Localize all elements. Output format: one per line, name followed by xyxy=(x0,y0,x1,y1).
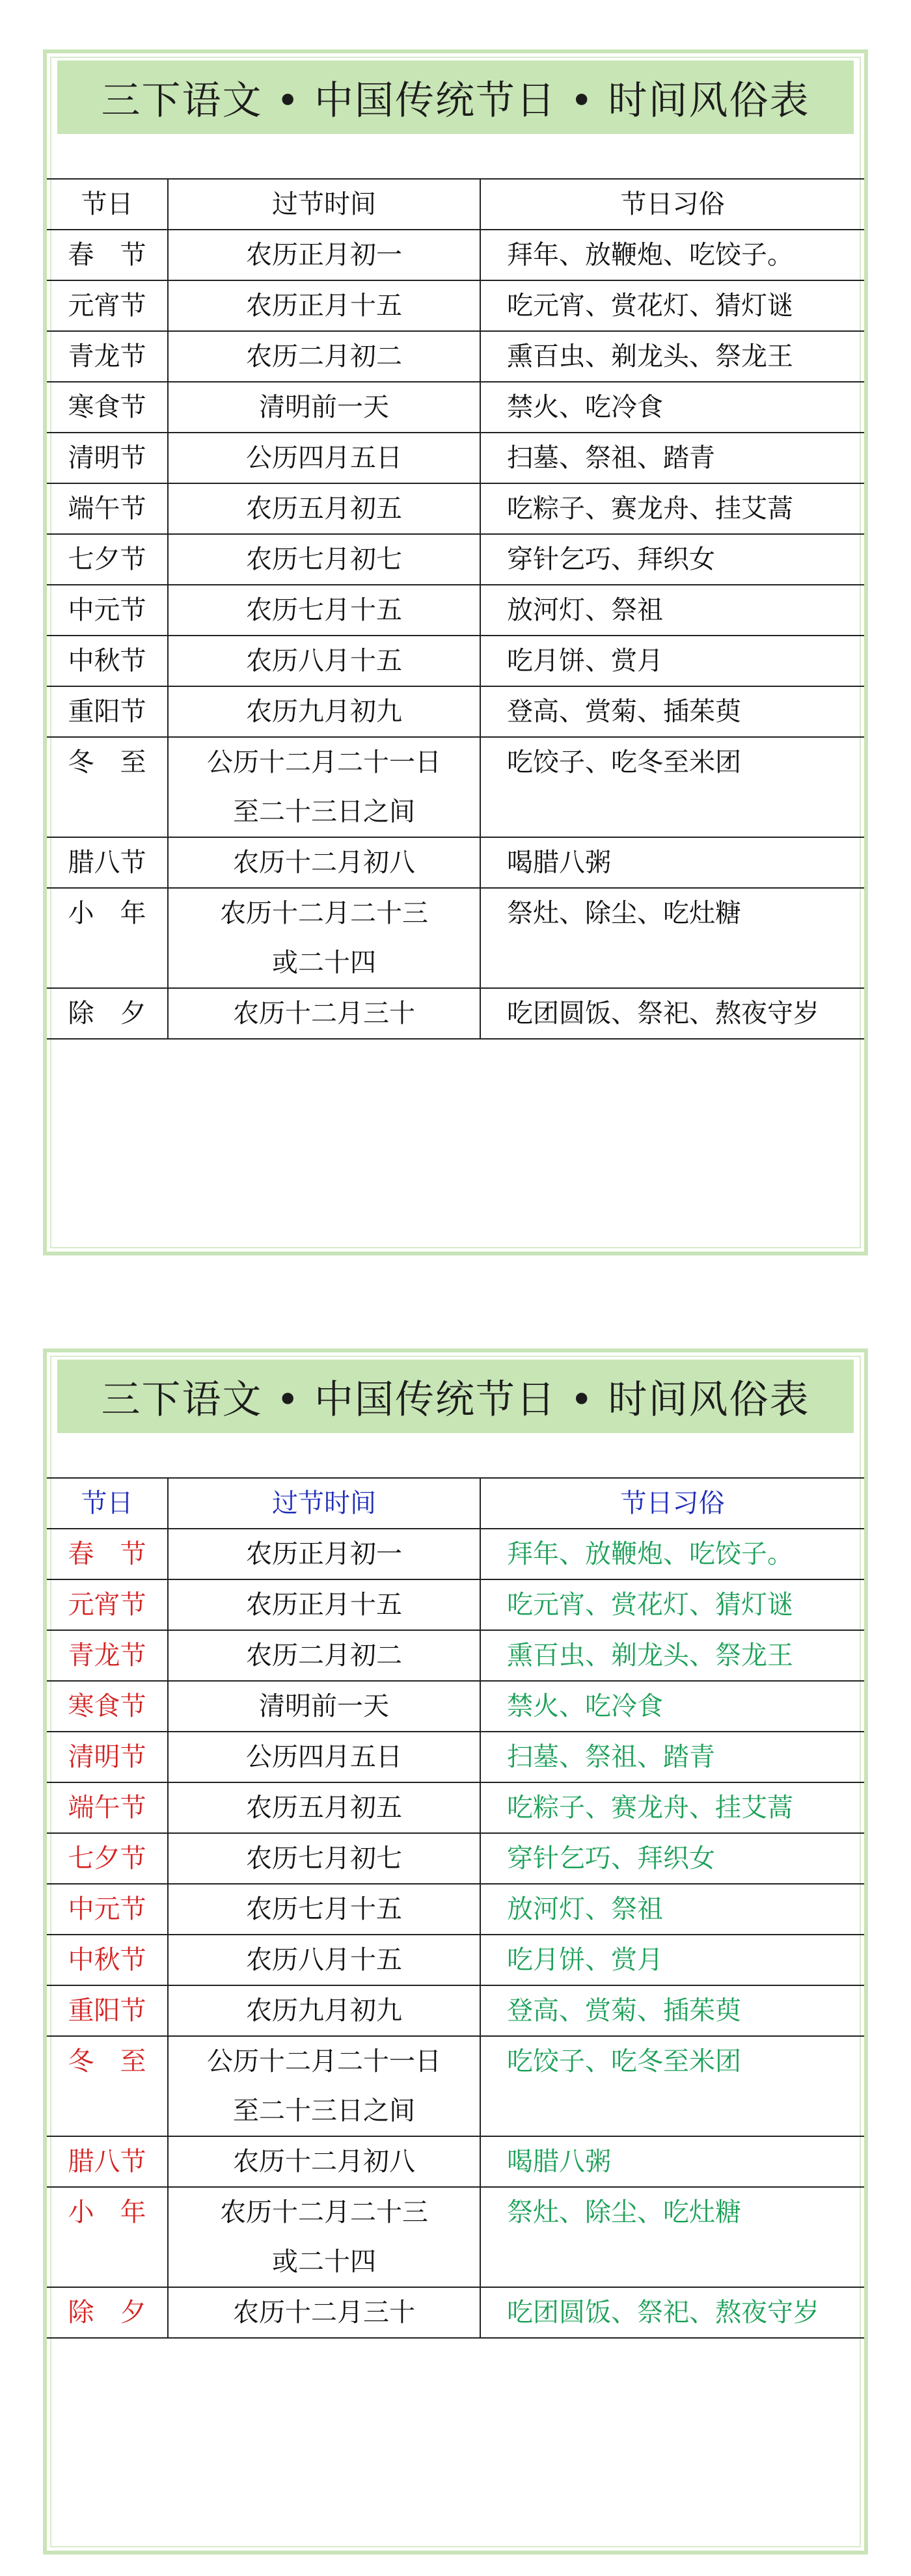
festival-time-cell xyxy=(168,837,480,888)
festival-name: 端午节 xyxy=(47,483,168,534)
festival-time: 公历四月五日 xyxy=(246,443,402,473)
table-row xyxy=(47,1579,864,1630)
festival-time-cell xyxy=(168,1529,480,1579)
table-header-row xyxy=(47,1478,864,1529)
festival-time-cell xyxy=(168,382,480,433)
festival-table xyxy=(47,1477,864,2339)
table-row xyxy=(47,2287,864,2338)
festival-name: 清明节 xyxy=(47,433,168,483)
header-time: 过节时间 xyxy=(168,1478,480,1529)
festival-customs: 吃粽子、赛龙舟、挂艾蒿 xyxy=(480,483,864,534)
festival-name: 小 年 xyxy=(47,888,168,988)
festival-time: 公历十二月二十一日 至二十三日之间 xyxy=(207,2046,441,2126)
festival-time-cell xyxy=(168,636,480,686)
festival-time: 农历十二月初八 xyxy=(233,2147,415,2177)
festival-card-plain xyxy=(43,49,868,1255)
festival-time-cell xyxy=(168,2287,480,2338)
festival-customs: 吃元宵、赏花灯、猜灯谜 xyxy=(480,1579,864,1630)
festival-customs: 吃月饼、赏月 xyxy=(480,636,864,686)
festival-time-cell xyxy=(168,2187,480,2287)
festival-time-cell xyxy=(168,1630,480,1681)
festival-customs: 吃饺子、吃冬至米团 xyxy=(480,2036,864,2136)
festival-name: 端午节 xyxy=(47,1782,168,1833)
festival-name: 寒食节 xyxy=(47,382,168,433)
festival-customs: 登高、赏菊、插茱萸 xyxy=(480,686,864,737)
festival-name: 中秋节 xyxy=(47,636,168,686)
festival-name: 中元节 xyxy=(47,585,168,636)
festival-customs: 吃元宵、赏花灯、猜灯谜 xyxy=(480,280,864,331)
festival-time: 农历十二月二十三 或二十四 xyxy=(220,2197,428,2277)
festival-time-cell xyxy=(168,888,480,988)
festival-time-cell xyxy=(168,2136,480,2187)
festival-customs: 放河灯、祭祖 xyxy=(480,585,864,636)
header-festival: 节日 xyxy=(47,1478,168,1529)
festival-time: 农历九月初九 xyxy=(246,697,402,727)
festival-name: 腊八节 xyxy=(47,837,168,888)
festival-time-cell xyxy=(168,1884,480,1935)
festival-customs: 拜年、放鞭炮、吃饺子。 xyxy=(480,1529,864,1579)
table-row xyxy=(47,2036,864,2136)
table-row xyxy=(47,1529,864,1579)
festival-customs: 吃团圆饭、祭祀、熬夜守岁 xyxy=(480,988,864,1039)
table-row xyxy=(47,1732,864,1782)
festival-time: 农历五月初五 xyxy=(246,1793,402,1823)
festival-time-cell xyxy=(168,1985,480,2036)
festival-time-cell xyxy=(168,988,480,1039)
festival-time: 农历七月十五 xyxy=(246,595,402,625)
table-row xyxy=(47,686,864,737)
table-row xyxy=(47,585,864,636)
festival-name: 春 节 xyxy=(47,1529,168,1579)
festival-time-cell xyxy=(168,585,480,636)
table-header-row xyxy=(47,179,864,230)
table-row xyxy=(47,636,864,686)
festival-time: 农历二月初二 xyxy=(246,342,402,371)
festival-time-cell xyxy=(168,1681,480,1732)
table-row xyxy=(47,1782,864,1833)
festival-name: 除 夕 xyxy=(47,988,168,1039)
festival-name: 腊八节 xyxy=(47,2136,168,2187)
festival-name: 冬 至 xyxy=(47,2036,168,2136)
festival-time-cell xyxy=(168,534,480,585)
table-row xyxy=(47,1833,864,1884)
festival-time-cell xyxy=(168,1833,480,1884)
festival-name: 青龙节 xyxy=(47,331,168,382)
festival-card-colored xyxy=(43,1348,868,2555)
festival-time: 清明前一天 xyxy=(259,392,389,422)
festival-name: 七夕节 xyxy=(47,534,168,585)
festival-customs: 祭灶、除尘、吃灶糖 xyxy=(480,888,864,988)
festival-customs: 喝腊八粥 xyxy=(480,837,864,888)
festival-time: 农历七月初七 xyxy=(246,544,402,574)
festival-customs: 禁火、吃冷食 xyxy=(480,382,864,433)
festival-name: 冬 至 xyxy=(47,737,168,837)
festival-time: 农历正月十五 xyxy=(246,291,402,321)
festival-customs: 吃团圆饭、祭祀、熬夜守岁 xyxy=(480,2287,864,2338)
festival-time-cell xyxy=(168,686,480,737)
festival-name: 寒食节 xyxy=(47,1681,168,1732)
festival-time: 农历八月十五 xyxy=(246,646,402,676)
table-row xyxy=(47,1630,864,1681)
table-row xyxy=(47,1884,864,1935)
festival-name: 七夕节 xyxy=(47,1833,168,1884)
festival-time: 农历九月初九 xyxy=(246,1996,402,2026)
festival-time: 公历十二月二十一日 至二十三日之间 xyxy=(207,747,441,827)
festival-time-cell xyxy=(168,1579,480,1630)
festival-time: 农历八月十五 xyxy=(246,1945,402,1975)
festival-customs: 穿针乞巧、拜织女 xyxy=(480,1833,864,1884)
header-customs: 节日习俗 xyxy=(480,179,864,230)
festival-time: 农历正月初一 xyxy=(246,1539,402,1569)
festival-customs: 登高、赏菊、插茱萸 xyxy=(480,1985,864,2036)
festival-name: 小 年 xyxy=(47,2187,168,2287)
festival-time: 农历十二月三十 xyxy=(233,999,415,1028)
festival-time: 农历七月初七 xyxy=(246,1844,402,1873)
festival-customs: 穿针乞巧、拜织女 xyxy=(480,534,864,585)
festival-time-cell xyxy=(168,2036,480,2136)
table-row xyxy=(47,230,864,280)
table-row xyxy=(47,331,864,382)
festival-customs: 放河灯、祭祖 xyxy=(480,1884,864,1935)
table-row xyxy=(47,837,864,888)
festival-customs: 熏百虫、剃龙头、祭龙王 xyxy=(480,1630,864,1681)
table-row xyxy=(47,483,864,534)
festival-customs: 喝腊八粥 xyxy=(480,2136,864,2187)
festival-time: 农历十二月初八 xyxy=(233,848,415,878)
table-row xyxy=(47,280,864,331)
festival-customs: 吃粽子、赛龙舟、挂艾蒿 xyxy=(480,1782,864,1833)
table-row xyxy=(47,2187,864,2287)
festival-name: 元宵节 xyxy=(47,280,168,331)
festival-time-cell xyxy=(168,331,480,382)
festival-customs: 扫墓、祭祖、踏青 xyxy=(480,1732,864,1782)
table-row xyxy=(47,382,864,433)
festival-time-cell xyxy=(168,1782,480,1833)
festival-name: 青龙节 xyxy=(47,1630,168,1681)
header-festival: 节日 xyxy=(47,179,168,230)
table-row xyxy=(47,1935,864,1985)
festival-time: 农历十二月二十三 或二十四 xyxy=(220,898,428,978)
festival-customs: 祭灶、除尘、吃灶糖 xyxy=(480,2187,864,2287)
festival-time: 农历正月初一 xyxy=(246,240,402,270)
festival-time-cell xyxy=(168,433,480,483)
table-row xyxy=(47,534,864,585)
festival-time: 公历四月五日 xyxy=(246,1742,402,1772)
festival-name: 中秋节 xyxy=(47,1935,168,1985)
festival-customs: 禁火、吃冷食 xyxy=(480,1681,864,1732)
festival-time: 农历五月初五 xyxy=(246,494,402,524)
festival-customs: 吃饺子、吃冬至米团 xyxy=(480,737,864,837)
festival-customs: 拜年、放鞭炮、吃饺子。 xyxy=(480,230,864,280)
festival-time: 农历正月十五 xyxy=(246,1590,402,1620)
header-time: 过节时间 xyxy=(168,179,480,230)
festival-name: 重阳节 xyxy=(47,686,168,737)
festival-customs: 熏百虫、剃龙头、祭龙王 xyxy=(480,331,864,382)
festival-time-cell xyxy=(168,230,480,280)
festival-time-cell xyxy=(168,1935,480,1985)
festival-name: 中元节 xyxy=(47,1884,168,1935)
table-row xyxy=(47,2136,864,2187)
festival-name: 元宵节 xyxy=(47,1579,168,1630)
festival-time-cell xyxy=(168,737,480,837)
festival-time: 农历十二月三十 xyxy=(233,2298,415,2328)
festival-time: 清明前一天 xyxy=(259,1691,389,1721)
festival-customs: 扫墓、祭祖、踏青 xyxy=(480,433,864,483)
festival-time-cell xyxy=(168,280,480,331)
festival-name: 清明节 xyxy=(47,1732,168,1782)
table-row xyxy=(47,737,864,837)
festival-time-cell xyxy=(168,1732,480,1782)
festival-customs: 吃月饼、赏月 xyxy=(480,1935,864,1985)
table-row xyxy=(47,1681,864,1732)
festival-time: 农历七月十五 xyxy=(246,1894,402,1924)
title-banner: 三下语文 • 中国传统节日 • 时间风俗表 xyxy=(57,60,854,134)
title-banner: 三下语文 • 中国传统节日 • 时间风俗表 xyxy=(57,1360,854,1433)
festival-name: 重阳节 xyxy=(47,1985,168,2036)
table-row xyxy=(47,1985,864,2036)
festival-name: 除 夕 xyxy=(47,2287,168,2338)
festival-table xyxy=(47,178,864,1040)
festival-name: 春 节 xyxy=(47,230,168,280)
festival-time: 农历二月初二 xyxy=(246,1641,402,1670)
table-row xyxy=(47,433,864,483)
table-row xyxy=(47,988,864,1039)
festival-time-cell xyxy=(168,483,480,534)
table-row xyxy=(47,888,864,988)
header-customs: 节日习俗 xyxy=(480,1478,864,1529)
